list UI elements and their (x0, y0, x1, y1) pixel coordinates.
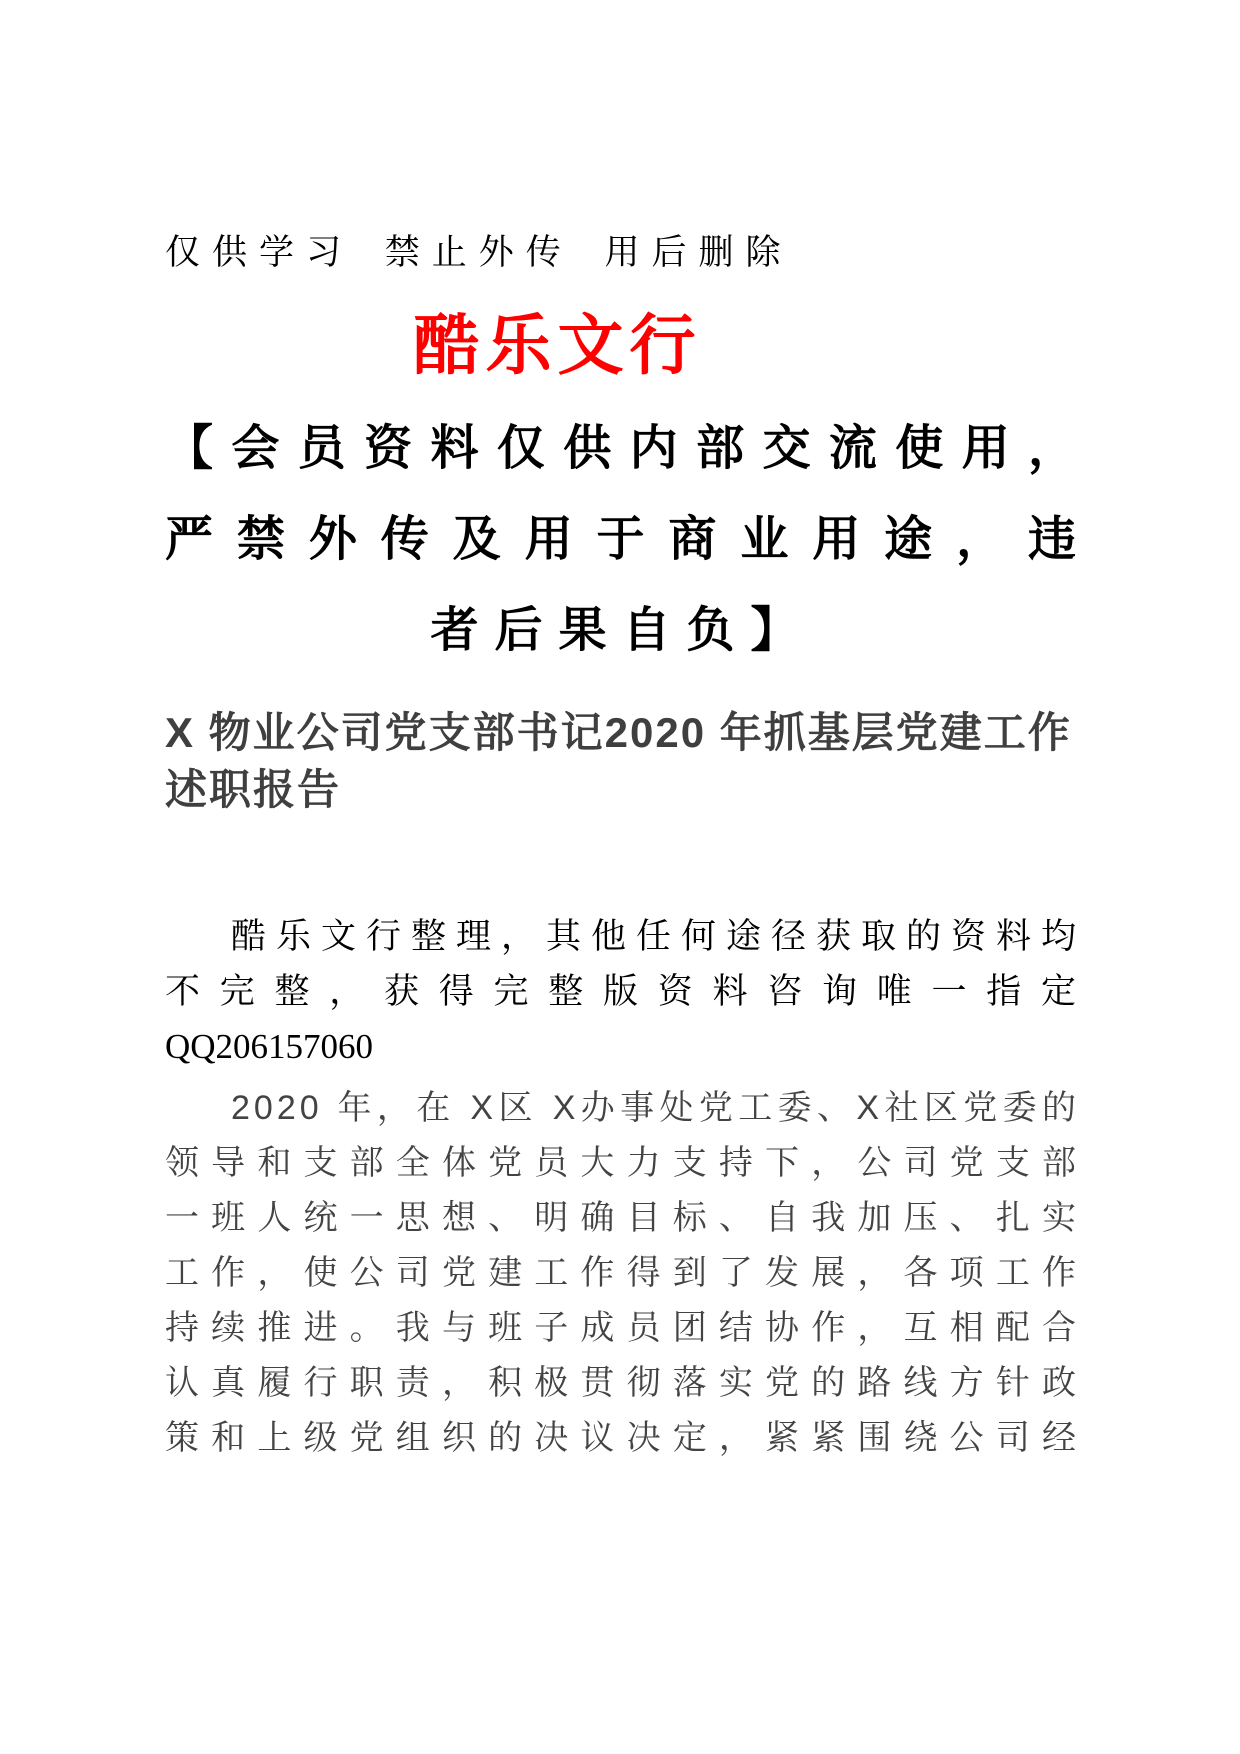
member-warning-block (165, 403, 1080, 676)
qq-contact: QQ206157060 (165, 1027, 374, 1066)
document-title-line-1: X 物业公司党支部书记2020 年抓基层党建工作 (165, 709, 1072, 756)
usage-notice: 仅供学习 禁止外传 用后删除 (165, 233, 793, 272)
body-line-7: 策和上级党组织的决议决定，紧紧围绕公司经 (165, 1419, 1080, 1457)
body-line-1: 2020 年，在 X区 X办事处党工委、X社区党委的 (231, 1089, 1080, 1127)
warning-line-2: 严禁外传及用于商业用途，违 (165, 513, 1080, 566)
warning-line-1: 【会员资料仅供内部交流使用， (165, 422, 1080, 475)
body-line-4: 工作，使公司党建工作得到了发展，各项工作 (165, 1254, 1080, 1292)
body-line-3: 一班人统一思想、明确目标、自我加压、扎实 (165, 1199, 1080, 1237)
brand-title: 酷乐文行 (413, 308, 702, 382)
body-paragraph (165, 1081, 1080, 1466)
intro-paragraph (165, 909, 1080, 1074)
document-title (165, 704, 1080, 818)
body-line-5: 持续推进。我与班子成员团结协作，互相配合 (165, 1309, 1080, 1347)
intro-line-2: 不完整，获得完整版资料咨询唯一指定 (165, 972, 1080, 1011)
body-line-6: 认真履行职责，积极贯彻落实党的路线方针政 (165, 1364, 1080, 1402)
warning-line-3: 者后果自负】 (430, 604, 815, 657)
body-line-2: 领导和支部全体党员大力支持下，公司党支部 (165, 1144, 1080, 1182)
document-title-line-2: 述职报告 (165, 766, 342, 813)
intro-line-1: 酷乐文行整理，其他任何途径获取的资料均 (231, 917, 1080, 956)
